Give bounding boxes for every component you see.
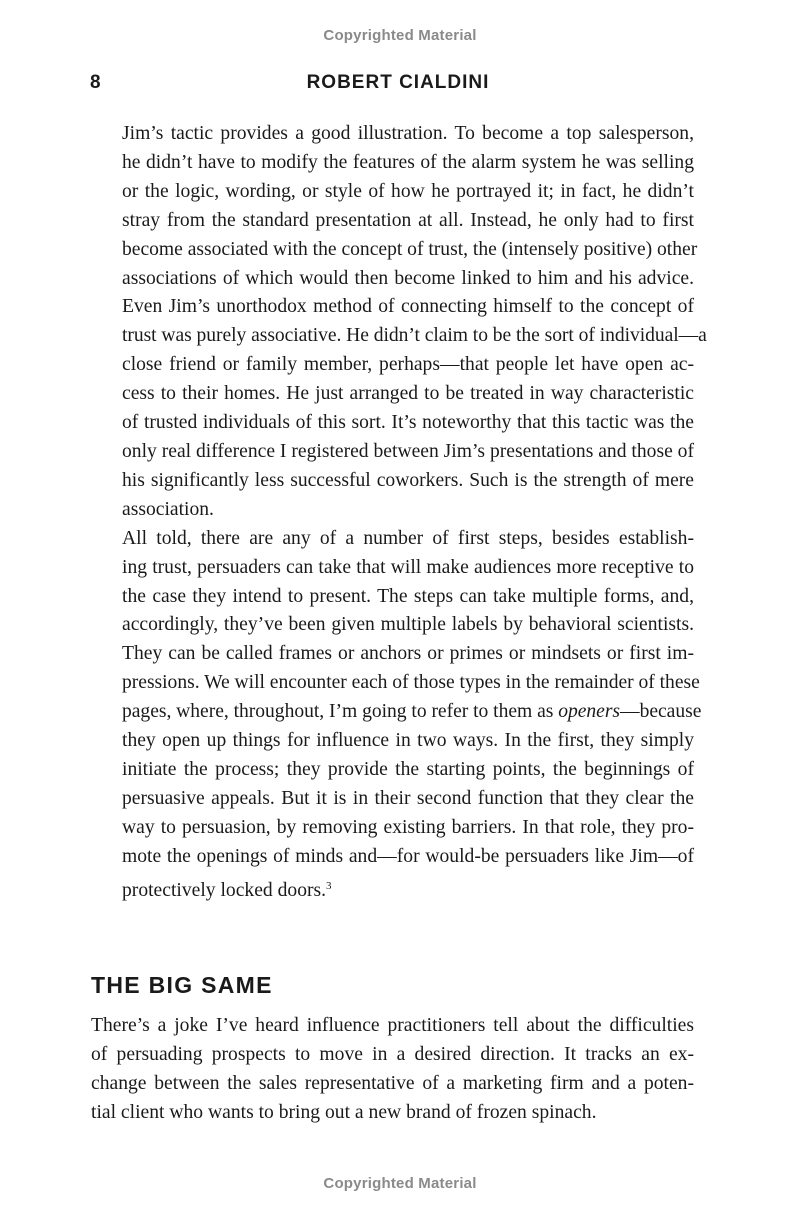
text-run: —because: [620, 701, 702, 723]
text-line: become associated with the concept of trust, the (intensely positive) other: [122, 238, 698, 260]
page-number: 8: [90, 72, 101, 93]
paragraph-1: [91, 120, 707, 525]
text-line: Jim’s tactic provides a good illustration. To become a top salesperson,: [122, 123, 694, 144]
text-line: the case they intend to present. The steps can take multiple forms, and,: [122, 585, 694, 607]
text-line: cess to their homes. He just arranged to be treated in way characteristic: [122, 383, 694, 405]
text-line: associations of which would then become linked to him and his advice.: [122, 267, 694, 289]
text-line: There’s a joke I’ve heard influence practitioners tell about the difficulties: [91, 1015, 694, 1036]
running-title: ROBERT CIALDINI: [306, 72, 490, 93]
text-line: [91, 872, 694, 906]
text-line: he didn’t have to modify the features of the alarm system he was selling: [122, 151, 694, 173]
text-run: pages, where, throughout, I’m going to refer to them as: [122, 701, 559, 723]
text-line: initiate the process; they provide the starting points, the beginnings of: [122, 758, 694, 780]
paragraph-2: [91, 525, 702, 906]
copyright-watermark-bottom: Copyrighted Material: [323, 1175, 477, 1192]
paragraph-3: [91, 1012, 694, 1128]
body-text-upper: [91, 120, 707, 905]
text-line: they open up things for influence in two ways. In the first, they simply: [122, 730, 694, 752]
text-line: of trusted individuals of this sort. It’s noteworthy that this tactic was the: [122, 412, 694, 434]
text-line: pressions. We will encounter each of those types in the remainder of these: [122, 672, 700, 694]
text-line: persuasive appeals. But it is in their second function that they clear the: [122, 787, 694, 809]
italic-term-openers: openers: [558, 701, 621, 723]
text-line: mote the openings of minds and—for would-be persuaders like Jim—of: [122, 845, 694, 867]
text-line: close friend or family member, perhaps—that people let have open ac-: [122, 354, 694, 376]
text-line: stray from the standard presentation at all. Instead, he only had to first: [122, 209, 694, 231]
text-line: association.: [122, 498, 214, 520]
running-header: [90, 72, 706, 98]
text-line-with-italic: [91, 698, 702, 727]
text-line: tial client who wants to bring out a new brand of frozen spinach.: [91, 1101, 597, 1123]
text-line: only real difference I registered between Jim’s presentations and those of: [122, 440, 695, 462]
copyright-watermark-top: Copyrighted Material: [323, 27, 477, 44]
text-line: trust was purely associative. He didn’t claim to be the sort of individual—a: [122, 325, 707, 347]
text-line: Even Jim’s unorthodox method of connecting himself to the concept of: [122, 296, 694, 318]
section-heading: THE BIG SAME: [91, 972, 273, 998]
body-text-lower: [91, 1012, 694, 1128]
text-line: of persuading prospects to move in a desired direction. It tracks an ex-: [91, 1043, 694, 1065]
text-line: ing trust, persuaders can take that will make audiences more receptive to: [122, 556, 694, 578]
text-line: or the logic, wording, or style of how he portrayed it; in fact, he didn’t: [122, 180, 694, 202]
text-line: change between the sales representative of a marketing firm and a poten-: [91, 1072, 694, 1094]
text-line: They can be called frames or anchors or primes or mindsets or first im-: [122, 643, 694, 665]
text-line: accordingly, they’ve been given multiple labels by behavioral scientists.: [122, 614, 694, 636]
text-line: All told, there are any of a number of first steps, besides establish-: [122, 527, 694, 549]
text-run: protectively locked doors.: [122, 879, 327, 901]
text-line: his significantly less successful coworkers. Such is the strength of mere: [122, 469, 694, 491]
text-line: way to persuasion, by removing existing barriers. In that role, they pro-: [122, 816, 694, 838]
footnote-reference[interactable]: 3: [326, 879, 332, 892]
